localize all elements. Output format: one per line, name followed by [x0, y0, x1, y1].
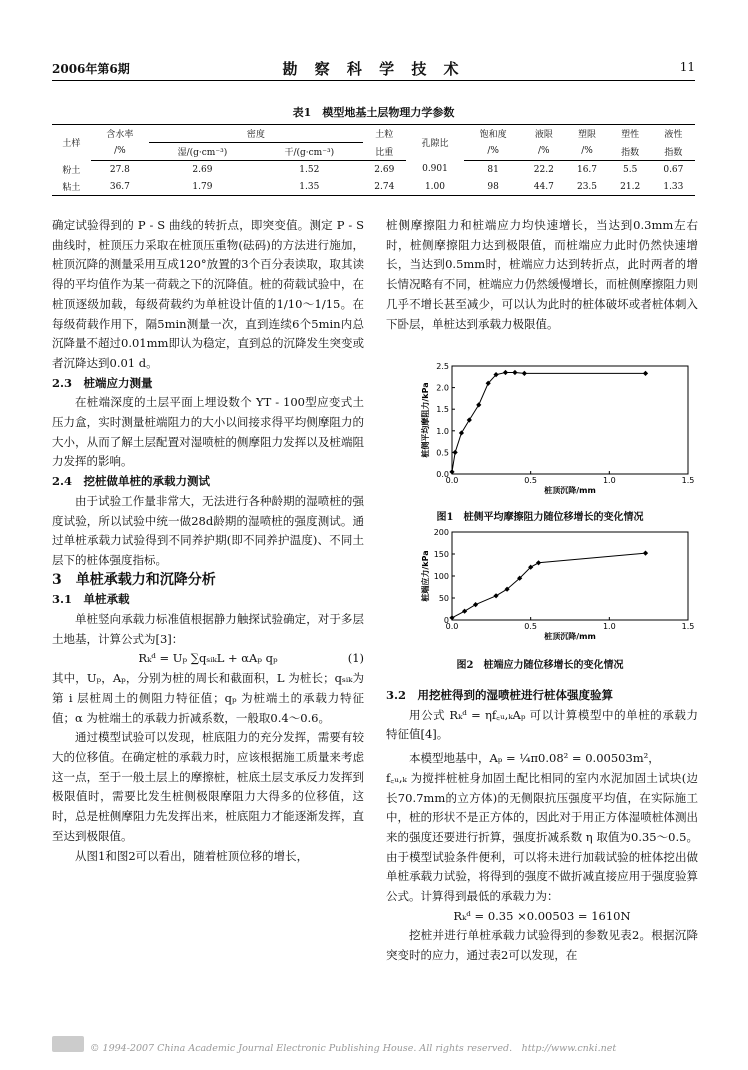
data-point [643, 551, 648, 556]
y-tick-label: 0 [443, 616, 449, 625]
section-heading: 3.2 用挖桩得到的湿喷桩进行桩体强度验算 [386, 688, 614, 702]
equation-text: Rₖᵈ = Uₚ ∑qₛᵢₖL + αAₚ qₚ [138, 651, 278, 666]
table-caption: 表1 模型地基土层物理力学参数 [292, 106, 455, 119]
right-column-top [386, 216, 698, 334]
cell: 粘土 [52, 178, 91, 196]
data-point [493, 593, 498, 598]
col-ll: 液限 [522, 125, 565, 143]
page-number: 11 [679, 60, 695, 74]
cell: 0.67 [663, 164, 684, 175]
y-tick-label: 0.5 [436, 448, 449, 458]
data-point [503, 370, 508, 375]
col-pl-unit: /% [565, 143, 608, 161]
paragraph: 其中，Uₚ，Aₚ，分别为桩的周长和截面积，L 为桩长；qₛᵢₖ为第 i 层桩周土的侧阻力特征值；qₚ 为桩端土的承载力特征值；α 为桩端土的承载力折减系数，一般取0.4～0.6。 [52, 671, 364, 725]
x-tick-label: 1.0 [602, 476, 616, 485]
data-point [522, 371, 527, 376]
cell: 2.74 [363, 178, 406, 196]
cell: 粉土 [62, 165, 81, 176]
cell: 23.5 [565, 178, 608, 196]
data-point [473, 602, 478, 607]
cell: 1.79 [149, 178, 256, 196]
col-sat: 饱和度 [464, 125, 522, 143]
paragraph: 在桩端深度的土层平面上埋设数个 YT - 100型应变式土压力盒，实时测量桩端阻力的大小以间接求得平均侧摩阻力的大小，从而了解土层配置对湿喷桩的侧摩阻力发挥以及桩端阻力发挥的影响。 [52, 395, 364, 469]
series-line [452, 553, 646, 618]
y-tick-label: 2.5 [436, 362, 449, 371]
equation-1 [52, 649, 364, 669]
paragraph: 由于试验工作量非常大，无法进行各种龄期的湿喷桩的强度试验，所以试验中统一做28d龄期的湿喷桩的强度测试。通过单桩承载力试验得到不同养护期(即不同养护温度)、不同土层下的桩体强度指标。 [52, 493, 364, 567]
running-header [52, 58, 695, 81]
col-dry: 干/(g·cm⁻³) [256, 143, 363, 161]
col-water: 含水率 [91, 125, 149, 143]
cell: 98 [464, 178, 522, 196]
plot-frame [452, 532, 688, 620]
section-heading: 2.4 挖桩做单桩的承载力测试 [52, 474, 211, 489]
col-soil: 土样 [52, 125, 91, 161]
cnki-logo [52, 1036, 84, 1052]
figure-2-chart [398, 524, 698, 652]
cell: 21.2 [609, 178, 652, 196]
equation-2: Rₖᵈ = 0.35 ×0.00503 = 1610N [453, 908, 631, 923]
data-point [462, 609, 467, 614]
paragraph: 挖桩并进行单桩承载力试验得到的参数见表2。根据沉降突变时的应力，通过表2可以发现，在 [386, 928, 698, 963]
y-tick-label: 100 [433, 572, 449, 581]
figure-2-caption: 图2 桩端应力随位移增长的变化情况 [456, 660, 624, 671]
cell: 2.69 [374, 164, 395, 175]
x-axis-label: 桩顶沉降/mm [544, 632, 596, 641]
x-tick-label: 1.5 [681, 622, 695, 631]
series-line [452, 372, 646, 471]
data-point [467, 417, 472, 422]
paragraph: 单桩竖向承载力标准值根据静力触探试验确定，对于多层土地基，计算公式为[3]： [52, 612, 364, 646]
figure-1-chart [398, 358, 698, 506]
x-tick-label: 0.0 [445, 476, 459, 485]
col-void: 孔隙比 [406, 125, 464, 161]
y-axis-label: 桩端应力/kPa [421, 550, 430, 602]
y-tick-label: 0.0 [436, 470, 449, 479]
col-wet: 湿/(g·cm⁻³) [149, 143, 256, 161]
y-tick-label: 50 [438, 594, 449, 603]
y-tick-label: 200 [433, 528, 449, 537]
cell: 5.5 [623, 164, 638, 175]
issue-label: 2006年第6期 [52, 62, 130, 76]
left-column [52, 216, 364, 866]
equation-number: (1) [347, 651, 364, 666]
data-point [459, 430, 464, 435]
col-sat-unit: /% [464, 143, 522, 161]
x-tick-label: 0.5 [524, 476, 538, 485]
x-axis-label: 桩顶沉降/mm [544, 486, 596, 495]
table-row [52, 178, 695, 196]
col-pi: 塑性 [609, 125, 652, 143]
col-pl: 塑限 [565, 125, 608, 143]
data-point [453, 450, 458, 455]
cell: 2.69 [192, 164, 213, 175]
paragraph: 用公式 Rₖᵈ = ηf꜀ᵤ,ₖAₚ 可以计算模型中的单桩的承载力特征值[4]。 [386, 707, 698, 742]
col-pi2: 指数 [609, 143, 652, 161]
col-li2: 指数 [652, 143, 695, 161]
figure-1-caption: 图1 桩侧平均摩擦阻力随位移增长的变化情况 [436, 512, 644, 523]
paragraph: f꜀ᵤ,ₖ 为搅拌桩桩身加固土配比相同的室内水泥加固土试块(边长70.7mm的立方体)的无侧限抗压强度平均值，在实际施工中，桩的形状不是正方体的，因此对于用正方体湿喷桩体测出来的强度还要进行折算，强度折减系数 η 取值为0.35～0.5。由于模型试验条件便利，可以将未进行加载试验的桩体挖出做单桩承载力试验，将得到的强度不做折减直接应用于强度验算公式。计算得到最低的承载力为： [386, 770, 698, 904]
cell: 81 [487, 164, 499, 175]
cell: 44.7 [522, 178, 565, 196]
section-heading: 2.3 桩端应力测量 [52, 375, 153, 390]
y-tick-label: 2.0 [436, 383, 449, 393]
cell: 1.00 [406, 178, 464, 196]
cell: 1.33 [652, 178, 695, 196]
cell: 0.901 [422, 164, 448, 175]
x-tick-label: 1.0 [602, 622, 616, 631]
data-point [476, 402, 481, 407]
journal-name: 勘 察 科 学 技 术 [282, 60, 465, 78]
data-point [536, 560, 541, 565]
paragraph: 确定试验得到的 P - S 曲线的转折点，即突变值。测定 P - S 曲线时，桩顶压力采取在桩顶压重物(砝码)的方法进行施加，桩顶沉降的测量采用互成120°放置的3个百分表读取，取其读得的平均值作为某一荷载之下的沉降值。桩的荷载试验中，在桩顶逐级加载，每级荷载约为单桩设计值的1/10～1/15。在每级荷载作用下，隔5min测量一次，直到连续6个5min内总沉降量不超过0.01mm即认为稳定，直到总的沉降发生突变或者沉降达到0.01 d。 [52, 218, 364, 370]
col-density: 密度 [149, 125, 363, 143]
cell: 1.52 [299, 164, 320, 175]
cell: 16.7 [576, 164, 598, 175]
x-tick-label: 0.5 [524, 622, 538, 631]
data-point [643, 371, 648, 376]
cell: 36.7 [91, 178, 149, 196]
col-ll-unit: /% [522, 143, 565, 161]
copyright-footer: © 1994-2007 China Academic Journal Electronic Publishing House. All rights reserved. http://www.cnki.net [90, 1043, 617, 1054]
y-axis-label: 桩侧平均摩阻力/kPa [421, 382, 430, 458]
col-sg2: 比重 [363, 143, 406, 161]
cell: 22.2 [533, 164, 554, 175]
soil-properties-table [52, 124, 695, 196]
chapter-heading: 3 单桩承载力和沉降分析 [52, 571, 216, 588]
col-water-unit: /% [91, 143, 149, 161]
paragraph: 本模型地基中，Aₚ = ¼π0.08² = 0.00503m²， [409, 751, 660, 766]
col-li: 液性 [652, 125, 695, 143]
y-tick-label: 1.0 [436, 426, 449, 436]
data-point [512, 370, 517, 375]
right-column-bottom [386, 686, 698, 966]
col-sg: 土粒 [363, 125, 406, 143]
section-heading: 3.1 单桩承载 [52, 592, 130, 607]
cell: 1.35 [256, 178, 363, 196]
x-tick-label: 1.5 [681, 476, 695, 485]
cell: 27.8 [109, 164, 130, 175]
y-tick-label: 150 [433, 550, 449, 559]
paragraph: 从图1和图2可以看出，随着桩顶位移的增长， [75, 848, 309, 863]
y-tick-label: 1.5 [436, 405, 449, 415]
paragraph: 通过模型试验可以发现，桩底阻力的充分发挥，需要有较大的位移值。在确定桩的承载力时，应该根据施工质量来考虑这一点，至于一般土层上的摩擦桩，桩底土层支承反力发挥到极限值时，需要比发生桩侧极限摩阻力大得多的位移值，这时，总是桩侧摩阻力先发挥出来，桩底阻力才能逐渐发挥，直至达到极限值。 [52, 730, 364, 843]
table-row [52, 161, 695, 179]
x-tick-label: 0.0 [445, 622, 459, 631]
paragraph: 桩侧摩擦阻力和桩端应力均快速增长，当达到0.3mm左右时，桩侧摩擦阻力达到极限值，而桩端应力此时仍然快速增长，当达到0.5mm时，桩端应力达到转折点，此时两者的增长情况略有不同，桩端应力仍然缓慢增长，而桩侧摩擦阻力则几乎不增长甚至减少，可以认为此时的桩体破坏或者桩体刺入下卧层，单桩达到承载力极限值。 [386, 218, 698, 331]
